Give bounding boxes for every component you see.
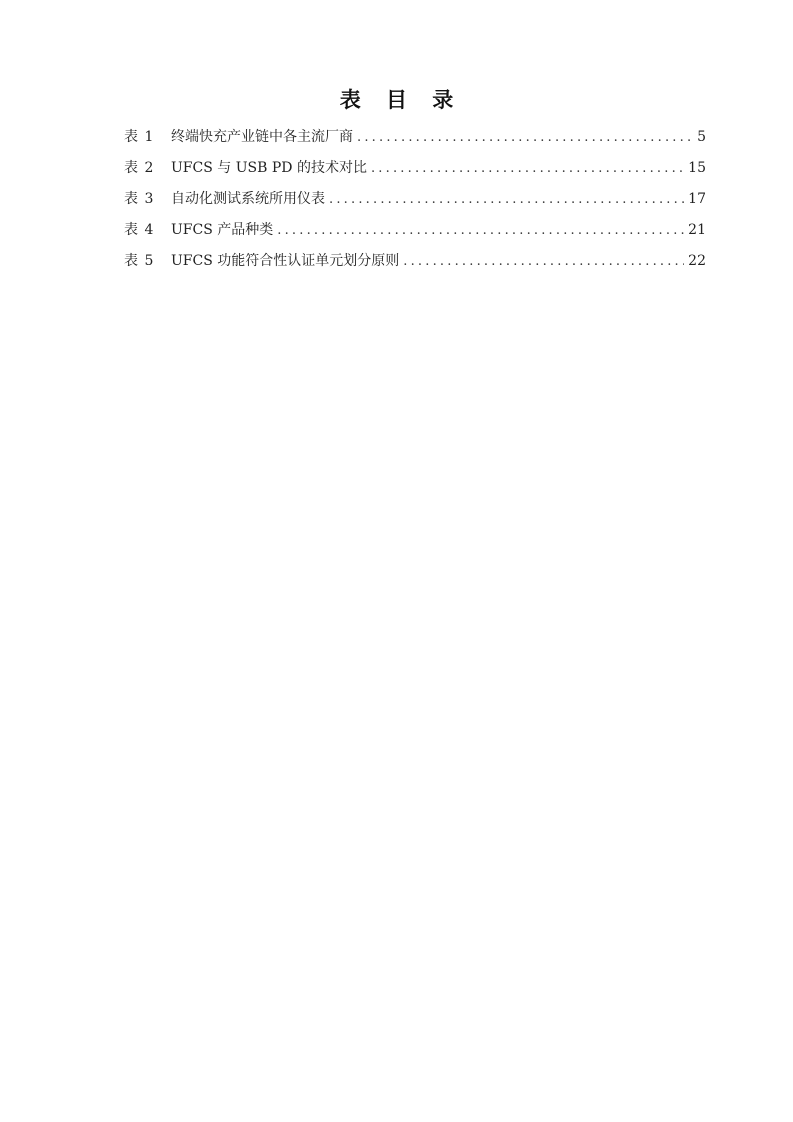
toc-entry-label: 表 2 xyxy=(124,160,155,176)
toc-entry-page: 5 xyxy=(697,129,706,145)
toc-entry-title: 自动化测试系统所用仪表 xyxy=(171,191,325,207)
toc-entry-page: 17 xyxy=(688,191,706,207)
toc-entry-2[interactable] xyxy=(124,155,706,186)
dot-leader xyxy=(371,156,684,182)
toc-entry-page: 21 xyxy=(688,222,706,238)
toc-entry-4[interactable] xyxy=(124,217,706,248)
dot-leader xyxy=(277,218,684,244)
dot-leader xyxy=(403,249,684,275)
toc-entry-label: 表 3 xyxy=(124,191,155,207)
toc-entry-label: 表 5 xyxy=(124,253,155,269)
toc-entry-title: UFCS 产品种类 xyxy=(171,222,274,238)
toc-entry-page: 22 xyxy=(688,253,706,269)
table-of-tables xyxy=(124,124,706,279)
toc-entry-1[interactable] xyxy=(124,124,706,155)
toc-entry-page: 15 xyxy=(688,160,706,176)
toc-entry-title: UFCS 功能符合性认证单元划分原则 xyxy=(171,253,400,269)
dot-leader xyxy=(357,125,693,151)
toc-entry-title: UFCS 与 USB PD 的技术对比 xyxy=(171,160,367,176)
dot-leader xyxy=(329,187,684,213)
toc-entry-label: 表 4 xyxy=(124,222,155,238)
toc-entry-title: 终端快充产业链中各主流厂商 xyxy=(171,129,353,145)
page-title: 表 目 录 xyxy=(339,88,463,112)
toc-entry-label: 表 1 xyxy=(124,129,155,145)
toc-entry-5[interactable] xyxy=(124,248,706,279)
toc-entry-3[interactable] xyxy=(124,186,706,217)
